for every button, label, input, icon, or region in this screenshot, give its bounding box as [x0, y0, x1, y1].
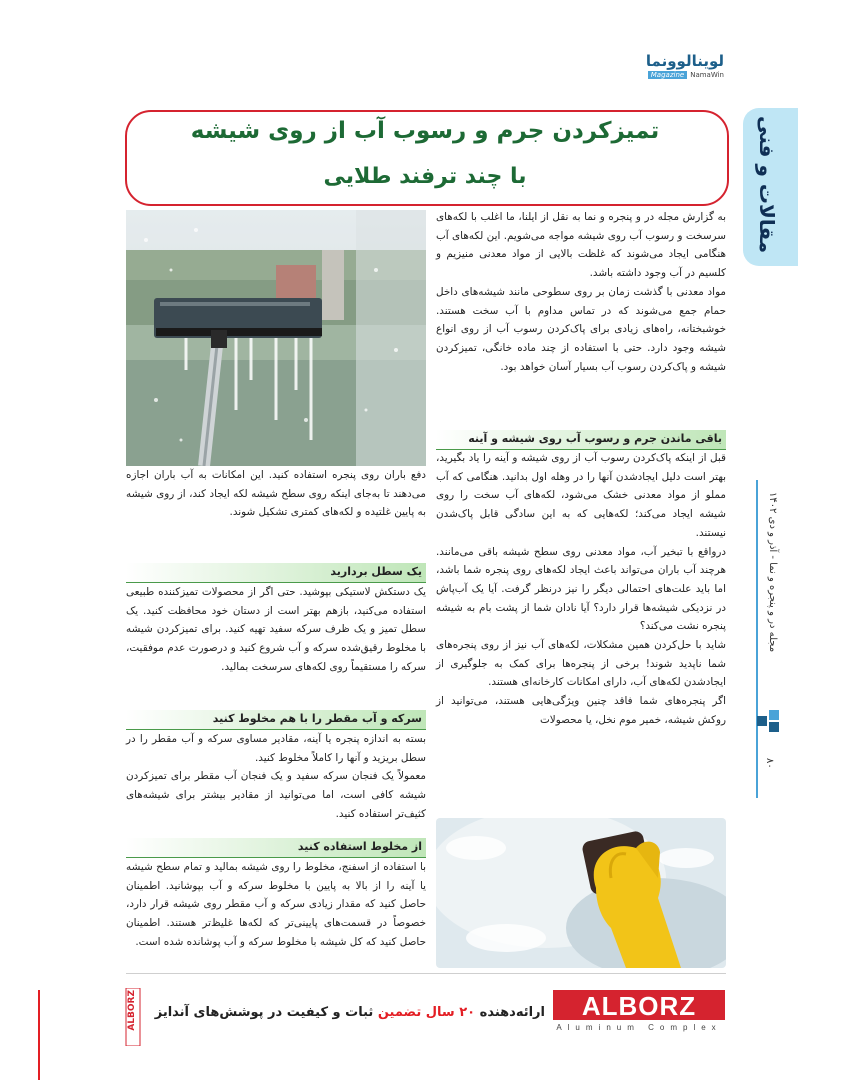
section-body [126, 730, 426, 824]
section-paragraph: معمولاً یک فنجان سرکه سفید و یک فنجان آب مقطر برای تمیزکردن شیشه کافی است، اما می‌توانید از مقادیر بیشتر برای شیشه‌های کثیف‌تر استفاده کنید. [126, 770, 426, 820]
ad-tagline-highlight: ۲۰ سال تضمین [377, 1005, 476, 1020]
article-subtitle: با چند ترفند طلایی [323, 164, 527, 189]
section-paragraph: اگر پنجره‌های شما فاقد چنین ویژگی‌هایی هستند، می‌توانید از روکش شیشه، خمیر موم نخل، یا محصولات [436, 695, 726, 726]
glove-cleaning-photo [436, 818, 726, 968]
section-body: یک دستکش لاستیکی بپوشید. حتی اگر از محصولات تمیزکننده طبیعی استفاده می‌کنید، بازهم بهتر است از دستان خود محافظت کنید. یک سطل تمیز و یک ظرف سرکه سفید تهیه کنید. برای تمیزکردن شیشه با مخلوط رقیق‌شده سرکه و آب شروع کنید و درصورت عدم موفقیت، سرکه را مستقیماً روی لکه‌های سرسخت بمالید. [126, 586, 426, 673]
section-paragraph: درواقع با تبخیر آب، مواد معدنی روی سطح شیشه باقی می‌مانند. هرچند آب باران می‌تواند باعث ایجاد لکه‌های روی پنجره شما باشد، اما باید علت‌های احتمالی دیگر را نیز درنظر گرفت. آیا یک آب‌پاش در نزدیکی شیشه‌ها قرار دارد؟ آیا نادان شما از پشت بام به شیشه پنجره نشت می‌کند؟ [436, 545, 726, 633]
section-paragraph: شاید با حل‌کردن همین مشکلات، لکه‌های آب نیز از روی پنجره‌های شما ناپدید شوند! برخی از پنجره‌ها برای کمک به جلوگیری از ایجادشدن لکه‌های آب، دارای امکانات کارخانه‌ای هستند. [436, 639, 726, 689]
issue-info: مجله در و پنجره و نما - آذر و دی ۱۴۰۲ [767, 492, 778, 653]
section-tab-label: مقالات و فنی [755, 116, 779, 254]
ad-side-brand: ALBORZ [127, 990, 137, 1031]
page-number: ۸۰ [764, 758, 775, 769]
left-continuation: دفع باران روی پنجره استفاده کنید. این امکانات به آب باران اجازه می‌دهند تا به‌جای اینکه روی سطح شیشه لکه ایجاد کند، از روی شیشه به پایین غلتیده و لکه‌های کمتری تشکیل شوند. [126, 469, 426, 519]
section-heading: سرکه و آب مقطر را با هم مخلوط کنید [212, 712, 422, 725]
alborz-brand: ALBORZ [581, 991, 697, 1021]
alborz-subtitle: Aluminum Complex [556, 1023, 722, 1032]
magazine-logo [640, 52, 724, 82]
side-divider [756, 480, 758, 798]
intro-paragraph: به گزارش مجله در و پنجره و نما به نقل از ایلنا، ما اغلب با لکه‌های سرسخت و رسوب آب روی شیشه مواجه می‌شویم. این لکه‌های آب هنگامی ایجاد می‌شوند که غلظت بالایی از مواد معدنی منیزیم و کلسیم در آب وجود داشته باشد. [436, 211, 726, 280]
section-body: با استفاده از اسفنج، مخلوط را روی شیشه بمالید و تمام سطح شیشه یا آینه را از بالا به پایین با مخلوط سرکه و آب بپوشانید. اطمینان حاصل کنید که مقدار زیادی سرکه و آب مقطر روی شیشه قرار دارد، خصوصاً در قسمت‌های پایینی‌تر که لکه‌ها غلیظ‌تر هستند. اطمینان حاصل کنید که کل شیشه با مخلوط سرکه و آب پوشانده شده است. [126, 861, 426, 948]
logo-main-text: لوینالوونما [645, 52, 724, 70]
logo-brand-text: NamaWin [690, 71, 724, 79]
article-title: تمیزکردن جرم و رسوب آب از روی شیشه [190, 118, 660, 144]
ad-tagline [150, 1005, 545, 1020]
intro-column [436, 208, 726, 376]
squeegee-window-photo [126, 210, 426, 466]
section-paragraph: قبل از اینکه پاک‌کردن رسوب آب از روی شیشه و آینه را یاد بگیرید، بهتر است دلیل ایجادشدن آنها را در وهله اول بدانید. هنگامی که آب مملو از مواد معدنی خشک می‌شود، لکه‌های آب سخت را روی شیشه ایجاد می‌کند؛ لکه‌هایی که به این سادگی قابل پاک‌شدن نیستند. [436, 452, 726, 539]
footer-divider [126, 973, 726, 974]
section-heading: باقی ماندن جرم و رسوب آب روی شیشه و آینه [468, 432, 722, 445]
ad-tagline-pre: ارائه‌دهنده [479, 1005, 545, 1020]
magazine-icon [755, 708, 781, 734]
intro-paragraph: مواد معدنی با گذشت زمان بر روی سطوحی مانند شیشه‌های داخل حمام جمع می‌شوند که در تماس مداوم با آب سخت هستند. خوشبختانه، راه‌های زیادی برای پاک‌کردن رسوب آب از روی انواع شیشه وجود دارد. حتی با استفاده از چند ماده خانگی، تمیزکردن شیشه و پاک‌کردن رسوب آب بسیار آسان خواهد بود. [436, 285, 726, 373]
section-heading: از مخلوط استفاده کنید [297, 840, 422, 853]
ad-accent-bar [38, 990, 40, 1080]
ad-side-logo [124, 988, 142, 1046]
logo-magazine-text: Magazine [648, 71, 687, 79]
ad-tagline-post: ثبات و کیفیت در پوشش‌های آندایز [154, 1005, 374, 1020]
section-tab [743, 108, 798, 266]
section-heading: یک سطل بردارید [330, 565, 422, 578]
section-paragraph: بسته به اندازه پنجره یا آینه، مقادیر مساوی سرکه و آب مقطر را در سطل بریزید و آنها را کاملاً مخلوط کنید. [126, 733, 426, 764]
section-body [436, 449, 726, 730]
alborz-logo [553, 990, 725, 1040]
